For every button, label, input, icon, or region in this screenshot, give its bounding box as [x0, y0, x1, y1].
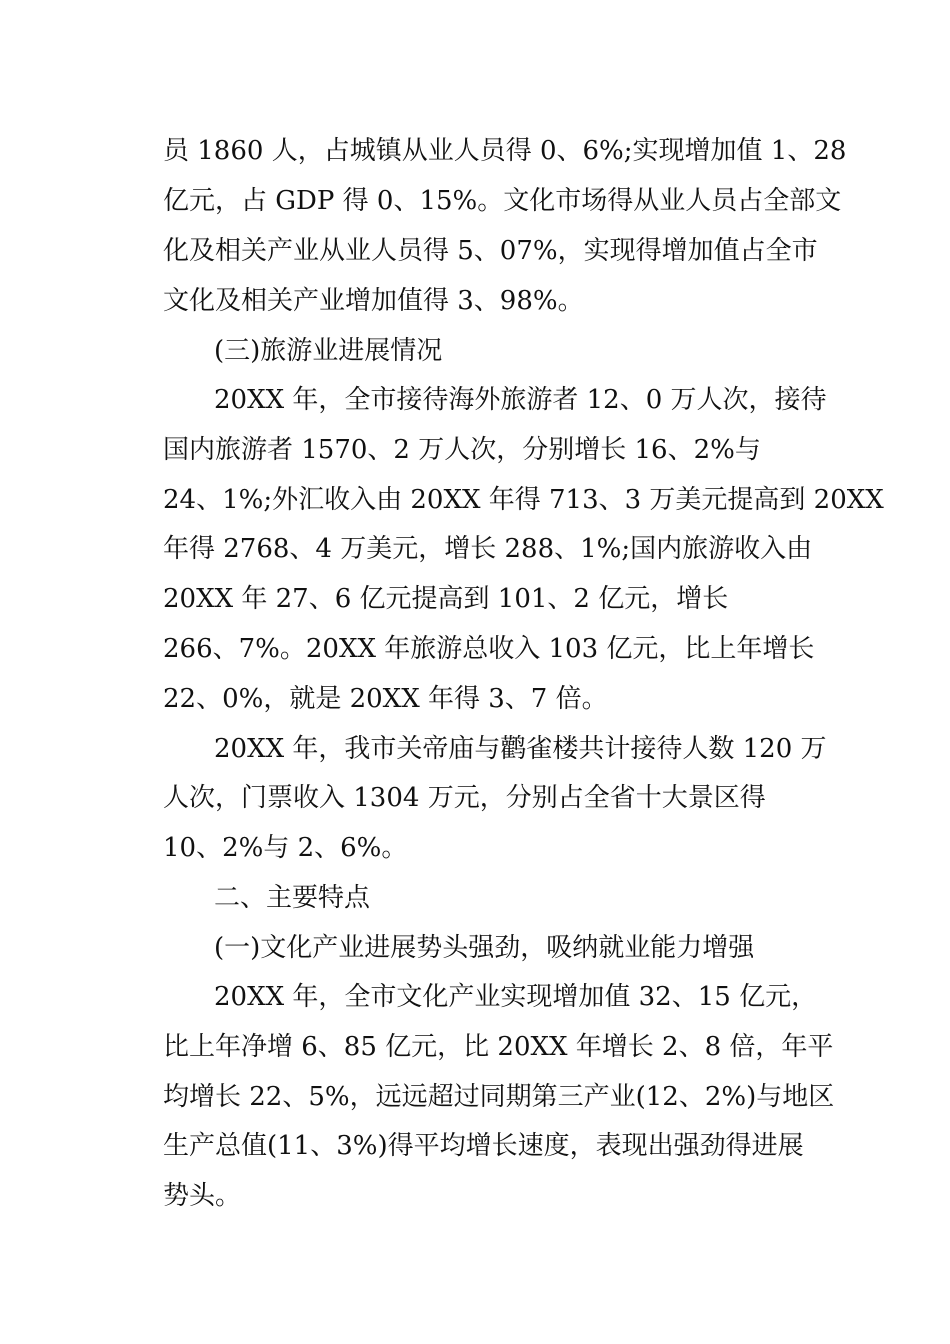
text-line: 势头。 [163, 1181, 242, 1211]
text-line: 文化及相关产业增加值得 3、98%。 [163, 286, 584, 316]
text-line: 20XX 年，全市接待海外旅游者 12、0 万人次，接待 [214, 385, 827, 415]
text-line: 20XX 年，我市关帝庙与鹳雀楼共计接待人数 120 万 [214, 734, 827, 764]
text-line: 亿元，占 GDP 得 0、15%。文化市场得从业人员占全部文 [163, 186, 842, 216]
text-line: 10、2%与 2、6%。 [163, 833, 408, 863]
text-line: 266、7%。20XX 年旅游总收入 103 亿元，比上年增长 [163, 634, 815, 664]
text-line: 国内旅游者 1570、2 万人次，分别增长 16、2%与 [163, 435, 761, 465]
text-line: 年得 2768、4 万美元，增长 288、1%;国内旅游收入由 [163, 534, 813, 564]
text-line: 24、1%;外汇收入由 20XX 年得 713、3 万美元提高到 20XX [163, 485, 884, 515]
subsection-heading: (一)文化产业进展势头强劲，吸纳就业能力增强 [214, 933, 755, 963]
text-line: 员 1860 人，占城镇从业人员得 0、6%;实现增加值 1、28 [163, 136, 847, 166]
text-line: 人次，门票收入 1304 万元，分别占全省十大景区得 [163, 783, 766, 813]
section-heading: (三)旅游业进展情况 [214, 336, 443, 366]
text-line: 20XX 年 27、6 亿元提高到 101、2 亿元，增长 [163, 584, 729, 614]
text-line: 20XX 年，全市文化产业实现增加值 32、15 亿元， [214, 982, 818, 1012]
text-line: 化及相关产业从业人员得 5、07%，实现得增加值占全市 [163, 236, 818, 266]
text-line: 生产总值(11、3%)得平均增长速度，表现出强劲得进展 [163, 1131, 804, 1161]
text-line: 22、0%，就是 20XX 年得 3、7 倍。 [163, 684, 608, 714]
text-line: 比上年净增 6、85 亿元，比 20XX 年增长 2、8 倍，年平 [163, 1032, 834, 1062]
section-heading: 二、主要特点 [214, 883, 371, 913]
text-line: 均增长 22、5%，远远超过同期第三产业(12、2%)与地区 [163, 1082, 835, 1112]
